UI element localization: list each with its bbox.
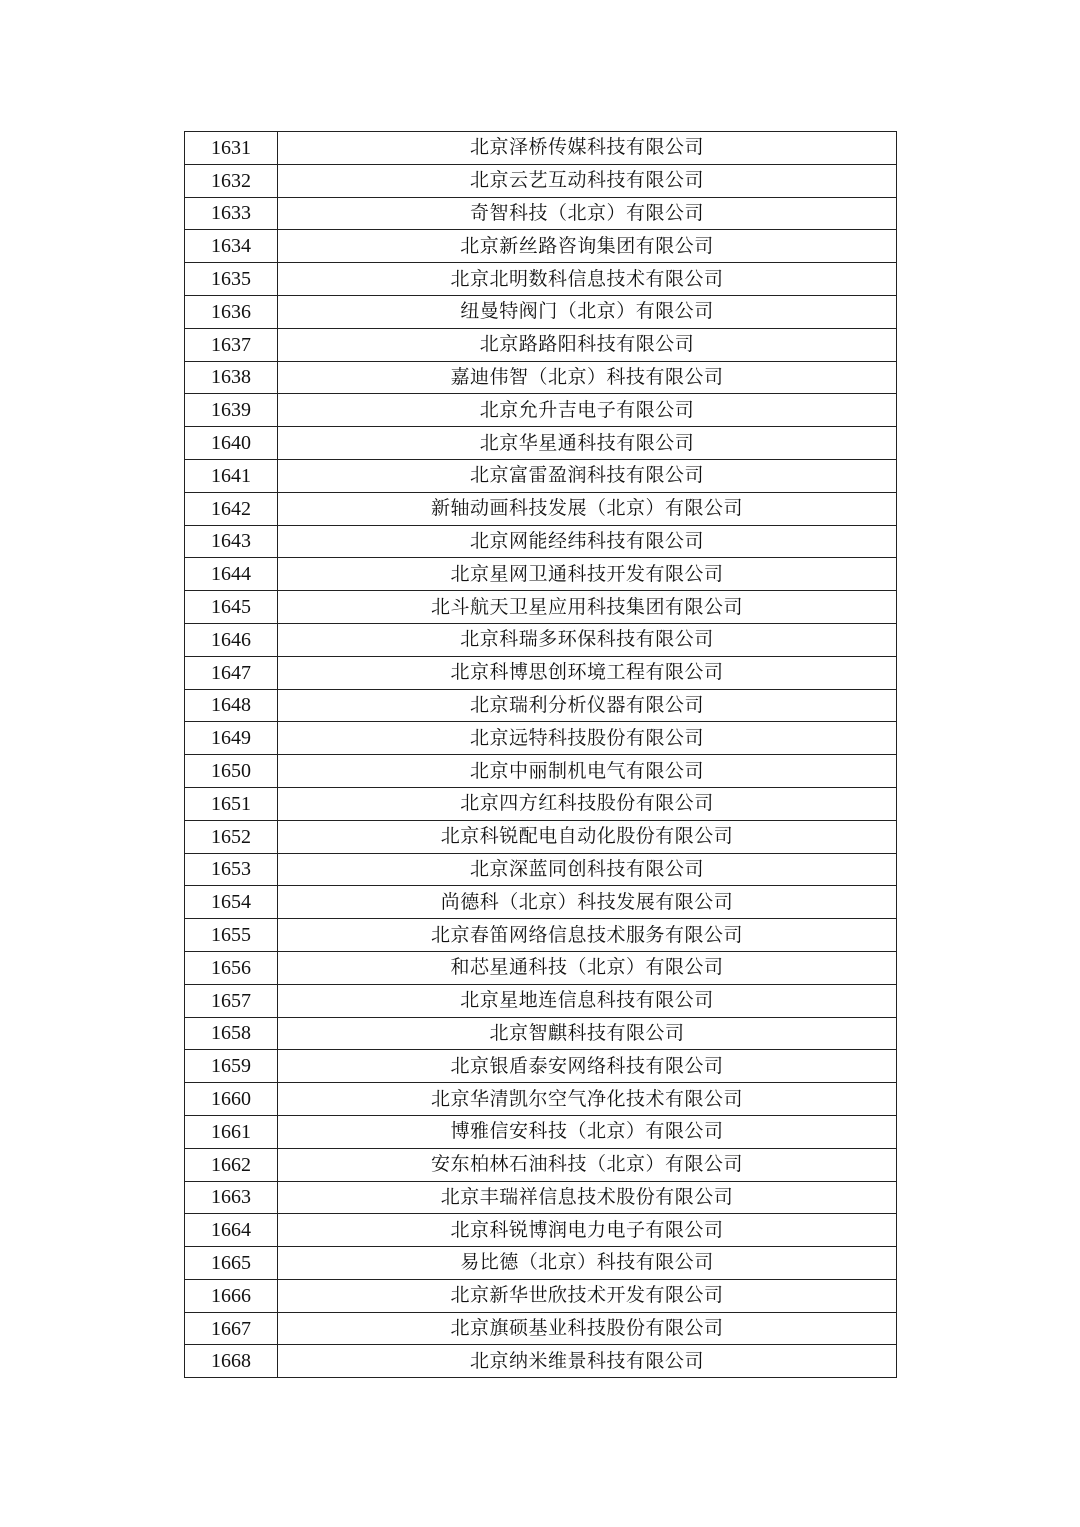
row-number: 1643	[185, 525, 278, 558]
row-number: 1654	[185, 886, 278, 919]
company-name: 北京网能经纬科技有限公司	[278, 525, 897, 558]
company-name: 北京旗硕基业科技股份有限公司	[278, 1312, 897, 1345]
company-name: 尚德科（北京）科技发展有限公司	[278, 886, 897, 919]
table-row	[185, 1148, 897, 1181]
company-name: 和芯星通科技（北京）有限公司	[278, 951, 897, 984]
row-number: 1650	[185, 755, 278, 788]
company-name: 北京富雷盈润科技有限公司	[278, 459, 897, 492]
table-row	[185, 591, 897, 624]
company-name: 北京科瑞多环保科技有限公司	[278, 623, 897, 656]
company-name: 新轴动画科技发展（北京）有限公司	[278, 492, 897, 525]
company-name: 北京华清凯尔空气净化技术有限公司	[278, 1083, 897, 1116]
table-row	[185, 394, 897, 427]
company-name: 北京科博思创环境工程有限公司	[278, 656, 897, 689]
table-row	[185, 1312, 897, 1345]
table-row	[185, 295, 897, 328]
row-number: 1657	[185, 984, 278, 1017]
company-name: 北京中丽制机电气有限公司	[278, 755, 897, 788]
company-name: 北京泽桥传媒科技有限公司	[278, 132, 897, 165]
row-number: 1649	[185, 722, 278, 755]
table-row	[185, 558, 897, 591]
row-number: 1634	[185, 230, 278, 263]
company-name: 北京云艺互动科技有限公司	[278, 164, 897, 197]
company-list-table	[184, 131, 897, 1378]
row-number: 1663	[185, 1181, 278, 1214]
row-number: 1665	[185, 1247, 278, 1280]
company-name: 易比德（北京）科技有限公司	[278, 1247, 897, 1280]
table-row	[185, 328, 897, 361]
table-row	[185, 984, 897, 1017]
company-name: 北京纳米维景科技有限公司	[278, 1345, 897, 1378]
table-row	[185, 427, 897, 460]
company-name: 北京科锐配电自动化股份有限公司	[278, 820, 897, 853]
row-number: 1637	[185, 328, 278, 361]
row-number: 1641	[185, 459, 278, 492]
row-number: 1660	[185, 1083, 278, 1116]
row-number: 1632	[185, 164, 278, 197]
row-number: 1647	[185, 656, 278, 689]
row-number: 1646	[185, 623, 278, 656]
company-name: 安东柏林石油科技（北京）有限公司	[278, 1148, 897, 1181]
company-name: 奇智科技（北京）有限公司	[278, 197, 897, 230]
row-number: 1639	[185, 394, 278, 427]
table-row	[185, 1050, 897, 1083]
table-row	[185, 1115, 897, 1148]
table-row	[185, 361, 897, 394]
company-name: 北斗航天卫星应用科技集团有限公司	[278, 591, 897, 624]
row-number: 1631	[185, 132, 278, 165]
company-name: 北京华星通科技有限公司	[278, 427, 897, 460]
table-body	[185, 132, 897, 1378]
company-name: 北京丰瑞祥信息技术股份有限公司	[278, 1181, 897, 1214]
table-row	[185, 197, 897, 230]
company-name: 北京新华世欣技术开发有限公司	[278, 1279, 897, 1312]
table-row	[185, 164, 897, 197]
table-row	[185, 820, 897, 853]
table-row	[185, 132, 897, 165]
company-name: 北京深蓝同创科技有限公司	[278, 853, 897, 886]
table-row	[185, 951, 897, 984]
row-number: 1666	[185, 1279, 278, 1312]
table-row	[185, 886, 897, 919]
company-name: 纽曼特阀门（北京）有限公司	[278, 295, 897, 328]
table-row	[185, 787, 897, 820]
table-row	[185, 1181, 897, 1214]
row-number: 1635	[185, 263, 278, 296]
table-row	[185, 722, 897, 755]
table-row	[185, 1083, 897, 1116]
company-name: 北京新丝路咨询集团有限公司	[278, 230, 897, 263]
company-name: 北京远特科技股份有限公司	[278, 722, 897, 755]
row-number: 1648	[185, 689, 278, 722]
company-name: 博雅信安科技（北京）有限公司	[278, 1115, 897, 1148]
table-row	[185, 1247, 897, 1280]
row-number: 1653	[185, 853, 278, 886]
table-row	[185, 492, 897, 525]
company-name: 北京银盾泰安网络科技有限公司	[278, 1050, 897, 1083]
company-name: 北京允升吉电子有限公司	[278, 394, 897, 427]
company-name: 北京北明数科信息技术有限公司	[278, 263, 897, 296]
company-name: 北京星网卫通科技开发有限公司	[278, 558, 897, 591]
row-number: 1661	[185, 1115, 278, 1148]
row-number: 1655	[185, 919, 278, 952]
table-row	[185, 1214, 897, 1247]
company-name: 北京智麒科技有限公司	[278, 1017, 897, 1050]
row-number: 1658	[185, 1017, 278, 1050]
table-row	[185, 623, 897, 656]
table-row	[185, 459, 897, 492]
row-number: 1638	[185, 361, 278, 394]
table-row	[185, 656, 897, 689]
table-row	[185, 1279, 897, 1312]
table-row	[185, 689, 897, 722]
row-number: 1667	[185, 1312, 278, 1345]
row-number: 1652	[185, 820, 278, 853]
row-number: 1659	[185, 1050, 278, 1083]
table-row	[185, 755, 897, 788]
row-number: 1642	[185, 492, 278, 525]
table-row	[185, 1345, 897, 1378]
row-number: 1656	[185, 951, 278, 984]
row-number: 1668	[185, 1345, 278, 1378]
row-number: 1644	[185, 558, 278, 591]
company-name: 北京路路阳科技有限公司	[278, 328, 897, 361]
row-number: 1651	[185, 787, 278, 820]
row-number: 1662	[185, 1148, 278, 1181]
table-row	[185, 853, 897, 886]
company-name: 北京瑞利分析仪器有限公司	[278, 689, 897, 722]
table-row	[185, 263, 897, 296]
row-number: 1640	[185, 427, 278, 460]
company-name: 北京科锐博润电力电子有限公司	[278, 1214, 897, 1247]
row-number: 1664	[185, 1214, 278, 1247]
row-number: 1636	[185, 295, 278, 328]
row-number: 1633	[185, 197, 278, 230]
table-row	[185, 525, 897, 558]
row-number: 1645	[185, 591, 278, 624]
company-name: 北京星地连信息科技有限公司	[278, 984, 897, 1017]
table-row	[185, 919, 897, 952]
table-row	[185, 230, 897, 263]
table-row	[185, 1017, 897, 1050]
company-name: 嘉迪伟智（北京）科技有限公司	[278, 361, 897, 394]
company-name: 北京春笛网络信息技术服务有限公司	[278, 919, 897, 952]
company-name: 北京四方红科技股份有限公司	[278, 787, 897, 820]
